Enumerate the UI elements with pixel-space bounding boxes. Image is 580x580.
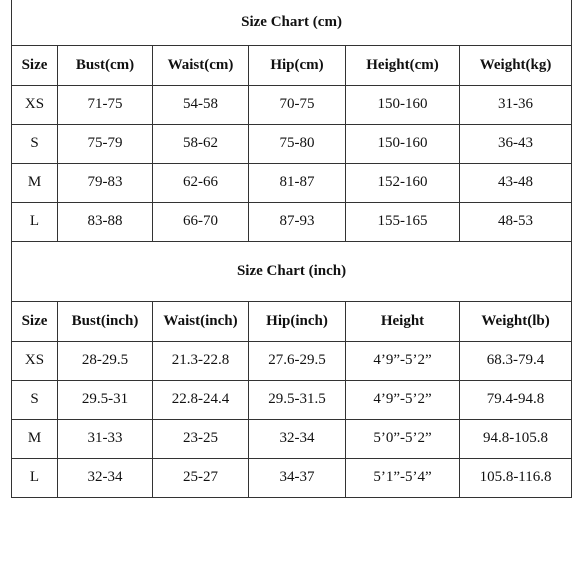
bust-cell: 71-75 — [58, 85, 153, 124]
waist-cell: 62-66 — [153, 163, 249, 202]
table-row — [12, 380, 572, 419]
size-cell: XS — [12, 85, 58, 124]
hip-cell: 27.6-29.5 — [249, 341, 346, 380]
inch-chart-title: Size Chart (inch) — [12, 241, 572, 301]
hip-cell: 70-75 — [249, 85, 346, 124]
height-cell: 150-160 — [346, 124, 460, 163]
height-cell: 152-160 — [346, 163, 460, 202]
hip-cell: 75-80 — [249, 124, 346, 163]
bust-cell: 28-29.5 — [58, 341, 153, 380]
weight-cell: 79.4-94.8 — [460, 380, 572, 419]
bust-cell: 32-34 — [58, 458, 153, 497]
table-row — [12, 124, 572, 163]
bust-cell: 79-83 — [58, 163, 153, 202]
weight-cell: 36-43 — [460, 124, 572, 163]
height-cell: 150-160 — [346, 85, 460, 124]
weight-cell: 48-53 — [460, 202, 572, 241]
waist-cell: 22.8-24.4 — [153, 380, 249, 419]
cm-chart-title: Size Chart (cm) — [12, 0, 572, 45]
height-cell: 5’1”-5’4” — [346, 458, 460, 497]
inch-header-bust: Bust(inch) — [58, 301, 153, 341]
inch-header-hip: Hip(inch) — [249, 301, 346, 341]
cm-header-weight: Weight(kg) — [460, 45, 572, 85]
bust-cell: 83-88 — [58, 202, 153, 241]
weight-cell: 43-48 — [460, 163, 572, 202]
cm-header-height: Height(cm) — [346, 45, 460, 85]
table-row — [12, 163, 572, 202]
table-row — [12, 458, 572, 497]
weight-cell: 68.3-79.4 — [460, 341, 572, 380]
size-chart-table — [11, 0, 572, 498]
cm-header-bust: Bust(cm) — [58, 45, 153, 85]
waist-cell: 21.3-22.8 — [153, 341, 249, 380]
height-cell: 4’9”-5’2” — [346, 380, 460, 419]
size-cell: L — [12, 458, 58, 497]
table-row — [12, 202, 572, 241]
cm-header-waist: Waist(cm) — [153, 45, 249, 85]
hip-cell: 29.5-31.5 — [249, 380, 346, 419]
hip-cell: 87-93 — [249, 202, 346, 241]
table-row — [12, 85, 572, 124]
waist-cell: 25-27 — [153, 458, 249, 497]
size-cell: L — [12, 202, 58, 241]
table-row — [12, 419, 572, 458]
hip-cell: 32-34 — [249, 419, 346, 458]
inch-header-row — [12, 301, 572, 341]
cm-header-hip: Hip(cm) — [249, 45, 346, 85]
hip-cell: 34-37 — [249, 458, 346, 497]
waist-cell: 23-25 — [153, 419, 249, 458]
cm-header-row — [12, 45, 572, 85]
size-cell: M — [12, 163, 58, 202]
bust-cell: 75-79 — [58, 124, 153, 163]
inch-header-height: Height — [346, 301, 460, 341]
cm-title-row — [12, 0, 572, 45]
waist-cell: 54-58 — [153, 85, 249, 124]
weight-cell: 94.8-105.8 — [460, 419, 572, 458]
weight-cell: 31-36 — [460, 85, 572, 124]
size-cell: S — [12, 380, 58, 419]
bust-cell: 31-33 — [58, 419, 153, 458]
height-cell: 5’0”-5’2” — [346, 419, 460, 458]
inch-header-waist: Waist(inch) — [153, 301, 249, 341]
cm-header-size: Size — [12, 45, 58, 85]
weight-cell: 105.8-116.8 — [460, 458, 572, 497]
bust-cell: 29.5-31 — [58, 380, 153, 419]
size-cell: S — [12, 124, 58, 163]
size-cell: XS — [12, 341, 58, 380]
height-cell: 4’9”-5’2” — [346, 341, 460, 380]
inch-title-row — [12, 241, 572, 301]
hip-cell: 81-87 — [249, 163, 346, 202]
table-row — [12, 341, 572, 380]
size-cell: M — [12, 419, 58, 458]
height-cell: 155-165 — [346, 202, 460, 241]
waist-cell: 58-62 — [153, 124, 249, 163]
inch-header-weight: Weight(lb) — [460, 301, 572, 341]
waist-cell: 66-70 — [153, 202, 249, 241]
inch-header-size: Size — [12, 301, 58, 341]
